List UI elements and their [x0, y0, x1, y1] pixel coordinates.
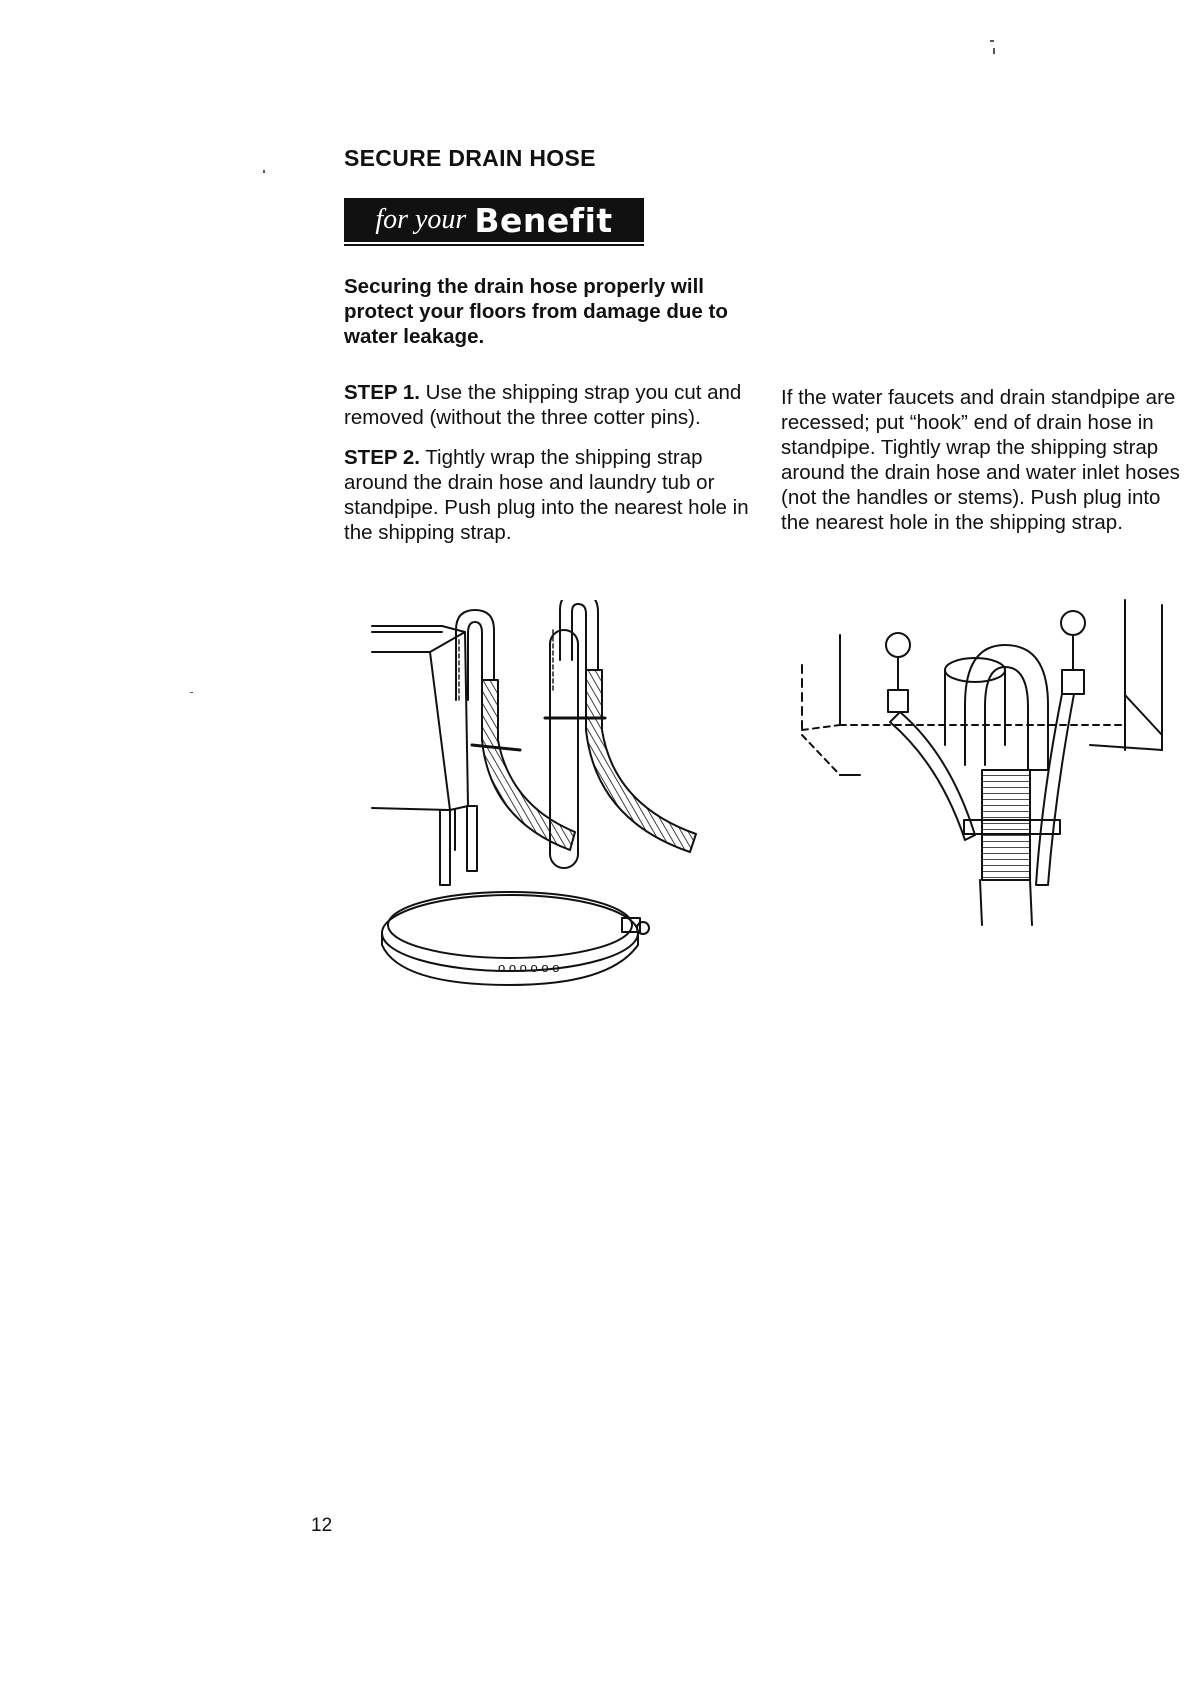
shipping-strap — [382, 892, 649, 985]
step-2-text: Tightly wrap the shipping strap around the drain hose and laundry tub or standpipe. Push plug into the nearest hole in the shipping strap. — [344, 446, 749, 544]
recessed-column — [781, 385, 1190, 550]
right-inlet-hose — [1036, 694, 1074, 885]
left-inlet-hose — [890, 712, 975, 840]
for-your-benefit-banner — [344, 198, 644, 246]
section-title: SECURE DRAIN HOSE — [344, 145, 596, 171]
recessed-faucets-standpipe-illustration — [790, 595, 1175, 935]
scan-speck — [990, 40, 994, 42]
svg-text:o o o o o o: o o o o o o — [498, 960, 560, 975]
laundry-tub — [372, 626, 477, 885]
scan-speck — [263, 170, 265, 173]
page-number: 12 — [311, 1515, 333, 1536]
steps-column — [344, 380, 759, 560]
scan-speck — [190, 692, 193, 693]
step-1-text: Use the shipping strap you cut and removed (without the three cotter pins). — [344, 381, 742, 429]
standpipe-drain-hose — [586, 670, 696, 852]
drain-hose-tub-standpipe-illustration — [360, 600, 740, 990]
step-2-label: STEP 2. — [344, 446, 420, 469]
right-faucet-icon — [1061, 611, 1085, 694]
hose-ends — [980, 880, 1032, 925]
benefit-prefix: for your — [375, 204, 467, 235]
step-1 — [344, 380, 759, 430]
scan-speck — [993, 48, 995, 54]
recessed-note: If the water faucets and drain standpipe are recessed; put “hook” end of drain hose in standpipe. Tightly wrap the shipping strap around the drain hose and water inlet hoses (not the handles or stems). Push plug into the nearest hole in the shipping strap. — [781, 386, 1180, 534]
benefit-box — [344, 198, 644, 242]
left-faucet-icon — [886, 633, 910, 712]
standpipe-recessed — [945, 658, 1005, 745]
drain-hook-recessed — [965, 645, 1048, 770]
wall-recess — [802, 600, 1162, 775]
benefit-intro-text: Securing the drain hose properly will protect your floors from damage due to water leakage. — [344, 275, 728, 348]
step-1-label: STEP 1. — [344, 381, 420, 404]
drain-hose-recessed — [982, 770, 1030, 880]
benefit-underline — [344, 244, 644, 246]
benefit-word: Benefit — [474, 200, 613, 240]
tub-drain-hose — [482, 680, 575, 850]
step-2 — [344, 445, 759, 545]
